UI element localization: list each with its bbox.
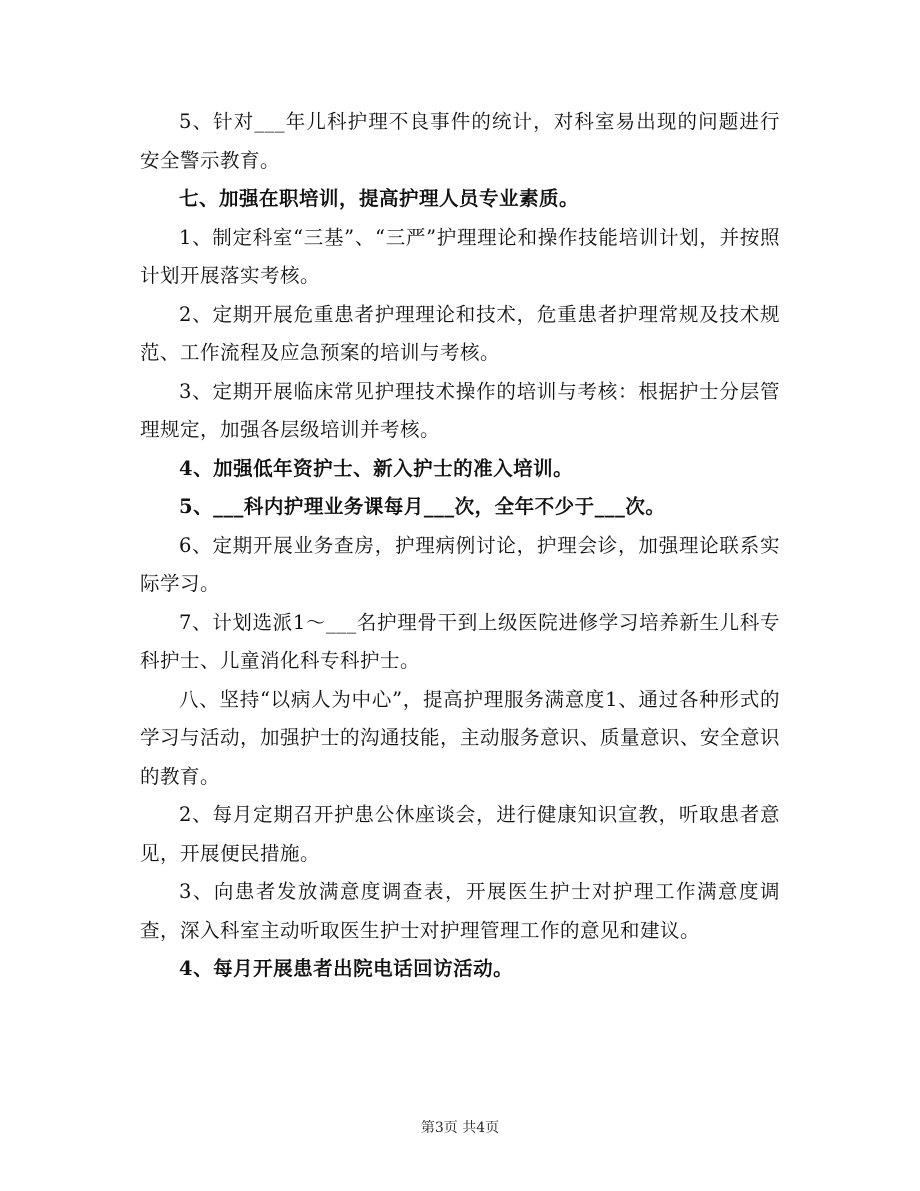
- paragraph-11: 2、每月定期召开护患公休座谈会，进行健康知识宣教，听取患者意见，开展便民措施。: [140, 803, 780, 865]
- paragraph-6: 4、加强低年资护士、新入护士的准入培训。: [179, 456, 574, 480]
- paragraph-5: 3、定期开展临床常见护理技术操作的培训与考核：根据护士分层管理规定，加强各层级培训并考核。: [140, 379, 780, 441]
- paragraph-13: 4、每月开展患者出院电话回访活动。: [179, 957, 514, 980]
- section-heading-8: 八、坚持“以病人为中心”，提高护理服务满意度1、通过各种形式的学习与活动，加强护士的沟通技能，主动服务意识、质量意识、安全意识的教育。: [140, 687, 781, 788]
- paragraph-7: 5、___科内护理业务课每月___次，全年不少于___次。: [179, 495, 666, 518]
- paragraph-1: 5、针对___年儿科护理不良事件的统计，对科室易出现的问题进行安全警示教育。: [140, 110, 780, 172]
- paragraph-9: 7、计划选派1～___名护理骨干到上级医院进修学习培养新生儿科专科护士、儿童消化科专科护士。: [140, 610, 780, 672]
- paragraph-12: 3、向患者发放满意度调查表，开展医生护士对护理工作满意度调查，深入科室主动听取医生护士对护理管理工作的意见和建议。: [140, 880, 780, 942]
- paragraph-8: 6、定期开展业务查房，护理病例讨论，护理会诊，加强理论联系实际学习。: [140, 533, 780, 595]
- document-body: [140, 103, 780, 989]
- paragraph-4: 2、定期开展危重患者护理理论和技术，危重患者护理常规及技术规范、工作流程及应急预案的培训与考核。: [140, 302, 780, 364]
- paragraph-3: 1、制定科室“三基”、“三严”护理理论和操作技能培训计划，并按照计划开展落实考核。: [140, 225, 780, 287]
- page-number-footer: 第3页 共4页: [420, 1120, 500, 1136]
- section-heading-7: 七、加强在职培训，提高护理人员专业素质。: [179, 187, 580, 210]
